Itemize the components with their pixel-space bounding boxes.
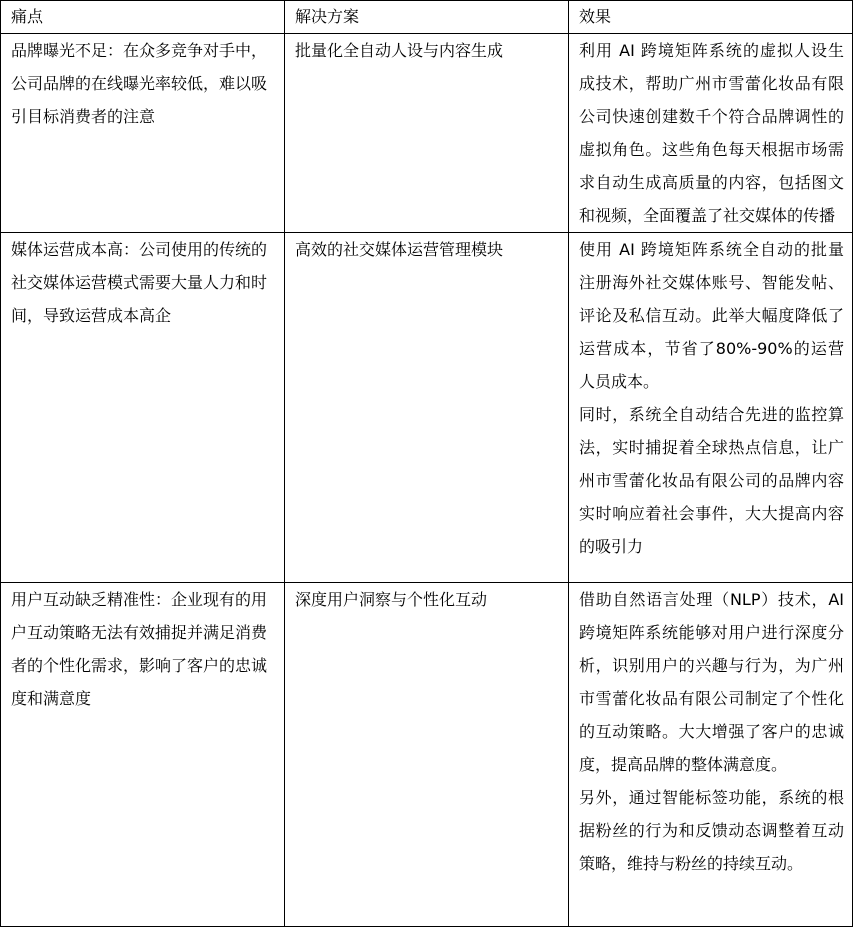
table-row <box>1 583 853 927</box>
column-header-solution: 解决方案 <box>285 1 569 34</box>
effect-cell <box>569 34 853 233</box>
solution-cell: 批量化全自动人设与内容生成 <box>285 34 569 233</box>
table-row <box>1 34 853 233</box>
pain-cell: 媒体运营成本高：公司使用的传统的社交媒体运营模式需要大量人力和时间，导致运营成本高企 <box>1 233 285 583</box>
effect-paragraph: 借助自然语言处理（NLP）技术，AI 跨境矩阵系统能够对用户进行深度分析，识别用户的兴趣与行为，为广州市雪蕾化妆品有限公司制定了个性化的互动策略。大大增强了客户的忠诚度，提高品牌的整体满意度。 <box>579 590 844 774</box>
effect-paragraph: 同时，系统全自动结合先进的监控算法，实时捕捉着全球热点信息，让广州市雪蕾化妆品有限公司的品牌内容实时响应着社会事件，大大提高内容的吸引力 <box>579 405 844 556</box>
effect-cell <box>569 583 853 927</box>
effect-paragraph: 利用 AI 跨境矩阵系统的虚拟人设生成技术，帮助广州市雪蕾化妆品有限公司快速创建数千个符合品牌调性的虚拟角色。这些角色每天根据市场需求自动生成高质量的内容，包括图文和视频，全面覆盖了社交媒体的传播 <box>579 41 844 225</box>
column-header-effect: 效果 <box>569 1 853 34</box>
table-row <box>1 233 853 583</box>
effect-paragraph: 使用 AI 跨境矩阵系统全自动的批量注册海外社交媒体账号、智能发帖、评论及私信互动。此举大幅度降低了运营成本，节省了80%-90%的运营人员成本。 <box>579 240 844 391</box>
pain-cell: 用户互动缺乏精准性：企业现有的用户互动策略无法有效捕捉并满足消费者的个性化需求，影响了客户的忠诚度和满意度 <box>1 583 285 927</box>
pain-cell: 品牌曝光不足：在众多竞争对手中，公司品牌的在线曝光率较低，难以吸引目标消费者的注意 <box>1 34 285 233</box>
column-header-pain: 痛点 <box>1 1 285 34</box>
table-header-row <box>1 1 853 34</box>
solution-cell: 高效的社交媒体运营管理模块 <box>285 233 569 583</box>
effect-cell <box>569 233 853 583</box>
solution-cell: 深度用户洞察与个性化互动 <box>285 583 569 927</box>
effect-paragraph: 另外，通过智能标签功能，系统的根据粉丝的行为和反馈动态调整着互动策略，维持与粉丝的持续互动。 <box>579 788 844 873</box>
